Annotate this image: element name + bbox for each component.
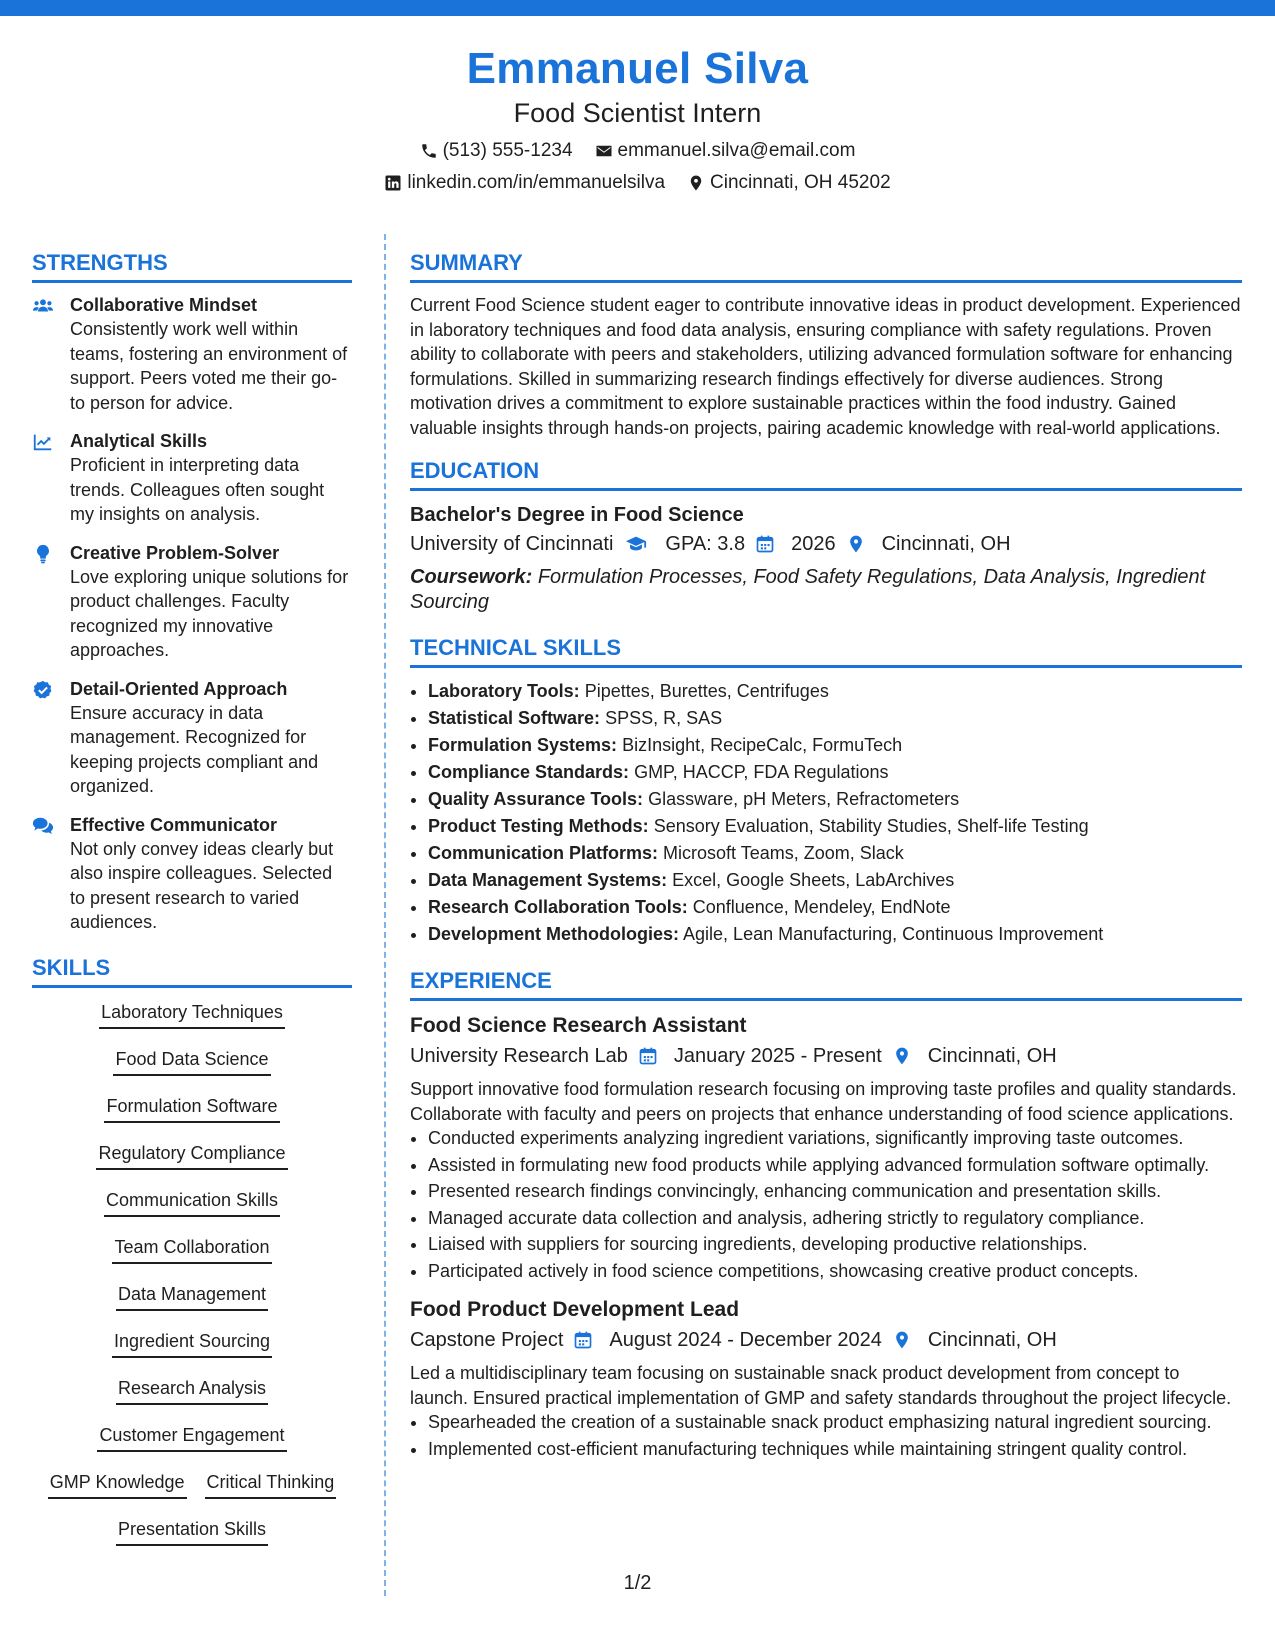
list-item: • Compliance Standards: GMP, HACCP, FDA Regulations bbox=[428, 759, 1242, 786]
education-heading: EDUCATION bbox=[410, 456, 1242, 491]
education-location: Cincinnati, OH bbox=[881, 533, 1011, 555]
list-item: • Implemented cost-efficient manufacturing techniques while maintaining stringent quality control. bbox=[428, 1437, 1242, 1462]
technical-skills-list bbox=[410, 678, 1242, 948]
skill-chip: Ingredient Sourcing bbox=[112, 1329, 272, 1358]
year-text: 2026 bbox=[791, 533, 836, 555]
list-item: • Development Methodologies: Agile, Lean Manufacturing, Continuous Improvement bbox=[428, 921, 1242, 948]
skill-chip: Formulation Software bbox=[104, 1094, 279, 1123]
grad-year bbox=[791, 529, 866, 559]
gpa bbox=[665, 529, 775, 559]
linkedin-icon bbox=[384, 174, 402, 192]
job-entry bbox=[410, 1295, 1242, 1461]
list-item: • Managed accurate data collection and analysis, adhering strictly to regulatory compliance. bbox=[428, 1206, 1242, 1231]
skill-chip: Laboratory Techniques bbox=[99, 1000, 285, 1029]
strength-desc: Proficient in interpreting data trends. Colleagues often sought my insights on analysis. bbox=[70, 455, 325, 524]
skill-chip: Research Analysis bbox=[116, 1376, 268, 1405]
map-pin-icon bbox=[892, 1046, 912, 1066]
skill-chip: Customer Engagement bbox=[97, 1423, 286, 1452]
gpa-text: GPA: 3.8 bbox=[665, 533, 746, 555]
job-meta bbox=[410, 1041, 1242, 1071]
strength-title: Creative Problem-Solver bbox=[70, 542, 280, 563]
job-bullets bbox=[410, 1126, 1242, 1283]
education-meta bbox=[410, 529, 1242, 559]
contact-linkedin[interactable] bbox=[384, 172, 665, 194]
strength-item bbox=[32, 541, 352, 663]
list-item: • Assisted in formulating new food products while applying advanced formulation software optimally. bbox=[428, 1153, 1242, 1178]
envelope-icon bbox=[595, 142, 613, 160]
strength-desc: Consistently work well within teams, fostering an environment of support. Peers voted me their go-to person for advice. bbox=[70, 319, 348, 413]
skill-chip: Data Management bbox=[116, 1282, 268, 1311]
strength-item bbox=[32, 677, 352, 799]
skill-chip: Communication Skills bbox=[104, 1188, 280, 1217]
graduation-cap-icon bbox=[623, 533, 649, 555]
list-item: • Statistical Software: SPSS, R, SAS bbox=[428, 705, 1242, 732]
email-text: emmanuel.silva@email.com bbox=[617, 140, 856, 161]
strength-item bbox=[32, 293, 352, 415]
summary-text: Current Food Science student eager to contribute innovative ideas in product development. Experienced in laboratory techniques and food data analysis, ensuring compliance with safety regulations. Proven ability to collaborate with peers and stakeholders, utilizing advanced formulation software for enhancing formulations. Skilled in summarizing research findings effectively for diverse audiences. Strong motivation drives a commitment to explore sustainable practices within the food industry. Gained valuable insights through hands-on projects, pairing academic knowledge with real-world applications. bbox=[410, 295, 1241, 438]
calendar-icon bbox=[755, 534, 775, 554]
job-title: Food Product Development Lead bbox=[410, 1298, 740, 1321]
map-pin-icon bbox=[846, 534, 866, 554]
job-org: Capstone Project bbox=[410, 1329, 564, 1351]
strength-desc: Ensure accuracy in data management. Recognized for keeping projects compliant and organized. bbox=[70, 702, 319, 796]
degree-title: Bachelor's Degree in Food Science bbox=[410, 504, 744, 526]
strength-title: Detail-Oriented Approach bbox=[70, 678, 288, 699]
strength-item bbox=[32, 813, 352, 935]
strength-title: Analytical Skills bbox=[70, 431, 208, 451]
phone-text: (513) 555-1234 bbox=[442, 140, 573, 161]
list-item: • Liaised with suppliers for sourcing ingredients, developing productive relationships. bbox=[428, 1232, 1242, 1257]
contact-line-1 bbox=[0, 140, 1275, 162]
skill-chip: Team Collaboration bbox=[112, 1235, 271, 1264]
map-pin-icon bbox=[892, 1330, 912, 1350]
strength-title: Collaborative Mindset bbox=[70, 295, 258, 315]
job-bullets bbox=[410, 1410, 1242, 1461]
chart-line-icon bbox=[32, 431, 54, 453]
skill-chip: GMP Knowledge bbox=[48, 1470, 187, 1499]
skill-chip: Presentation Skills bbox=[116, 1517, 268, 1546]
list-item: • Participated actively in food science competitions, showcasing creative product concepts. bbox=[428, 1259, 1242, 1284]
job-meta bbox=[410, 1325, 1242, 1355]
coursework-label: Coursework: bbox=[410, 566, 533, 588]
skill-chip: Critical Thinking bbox=[205, 1470, 337, 1499]
list-item: • Formulation Systems: BizInsight, RecipeCalc, FormuTech bbox=[428, 732, 1242, 759]
skill-chip: Food Data Science bbox=[113, 1047, 270, 1076]
job-entry bbox=[410, 1011, 1242, 1283]
job-title: Food Science Research Assistant bbox=[410, 1014, 747, 1037]
top-accent-bar bbox=[0, 0, 1275, 16]
experience-heading: EXPERIENCE bbox=[410, 966, 1242, 1001]
list-item: • Presented research findings convincingly, enhancing communication and presentation skills. bbox=[428, 1179, 1242, 1204]
job-org: University Research Lab bbox=[410, 1045, 628, 1067]
calendar-icon bbox=[573, 1330, 593, 1350]
candidate-name: Emmanuel Silva bbox=[466, 44, 809, 93]
strength-desc: Not only convey ideas clearly but also inspire colleagues. Selected to present research to varied audiences. bbox=[70, 838, 334, 932]
right-column bbox=[410, 248, 1242, 1473]
school-name: University of Cincinnati bbox=[410, 533, 614, 555]
strengths-heading: STRENGTHS bbox=[32, 248, 352, 283]
map-pin-icon bbox=[687, 174, 705, 192]
contact-line-2 bbox=[0, 172, 1275, 194]
school bbox=[410, 529, 649, 559]
location-text: Cincinnati, OH 45202 bbox=[710, 172, 891, 193]
technical-skills-heading: TECHNICAL SKILLS bbox=[410, 633, 1242, 668]
job-description: Support innovative food formulation research focusing on improving taste profiles and quality standards. Collaborate with faculty and peers on projects that enhance understanding of food science applications. bbox=[410, 1079, 1237, 1124]
strength-item bbox=[32, 429, 352, 527]
contact-phone[interactable] bbox=[420, 140, 573, 162]
linkedin-text: linkedin.com/in/emmanuelsilva bbox=[407, 172, 666, 193]
lightbulb-icon bbox=[32, 543, 54, 565]
list-item: • Spearheaded the creation of a sustainable snack product emphasizing natural ingredient sourcing. bbox=[428, 1410, 1242, 1435]
page-number: 1/2 bbox=[623, 1572, 652, 1594]
contact-email[interactable] bbox=[595, 140, 856, 162]
list-item: • Data Management Systems: Excel, Google Sheets, LabArchives bbox=[428, 867, 1242, 894]
column-divider bbox=[384, 234, 386, 1596]
skills-list bbox=[32, 1000, 352, 1564]
summary-heading: SUMMARY bbox=[410, 248, 1242, 283]
coursework-text: Formulation Processes, Food Safety Regulations, Data Analysis, Ingredient Sourcing bbox=[410, 566, 1206, 613]
strength-desc: Love exploring unique solutions for product challenges. Faculty recognized my innovative approaches. bbox=[70, 566, 349, 660]
job-description: Led a multidisciplinary team focusing on sustainable snack product development from concept to launch. Ensured practical implementation of GMP and safety standards throughout the project lifecycle. bbox=[410, 1363, 1232, 1408]
strength-title: Effective Communicator bbox=[70, 814, 278, 835]
list-item: • Product Testing Methods: Sensory Evaluation, Stability Studies, Shelf-life Testing bbox=[428, 813, 1242, 840]
list-item: • Research Collaboration Tools: Confluence, Mendeley, EndNote bbox=[428, 894, 1242, 921]
list-item: • Conducted experiments analyzing ingredient variations, significantly improving taste outcomes. bbox=[428, 1126, 1242, 1151]
candidate-role: Food Scientist Intern bbox=[513, 98, 762, 128]
job-dates: January 2025 - Present bbox=[673, 1045, 882, 1067]
left-column bbox=[32, 248, 352, 1564]
coursework bbox=[410, 565, 1242, 615]
list-item: • Laboratory Tools: Pipettes, Burettes, Centrifuges bbox=[428, 678, 1242, 705]
job-dates: August 2024 - December 2024 bbox=[609, 1329, 882, 1351]
check-circle-icon bbox=[32, 679, 54, 701]
job-location: Cincinnati, OH bbox=[927, 1045, 1057, 1067]
users-icon bbox=[32, 295, 54, 317]
phone-icon bbox=[420, 142, 438, 160]
comments-icon bbox=[32, 815, 54, 837]
skills-heading: SKILLS bbox=[32, 953, 352, 988]
list-item: • Communication Platforms: Microsoft Teams, Zoom, Slack bbox=[428, 840, 1242, 867]
calendar-icon bbox=[638, 1046, 658, 1066]
job-location: Cincinnati, OH bbox=[927, 1329, 1057, 1351]
skill-chip: Regulatory Compliance bbox=[96, 1141, 287, 1170]
contact-location bbox=[687, 172, 891, 194]
list-item: • Quality Assurance Tools: Glassware, pH Meters, Refractometers bbox=[428, 786, 1242, 813]
resume-header bbox=[0, 42, 1275, 194]
